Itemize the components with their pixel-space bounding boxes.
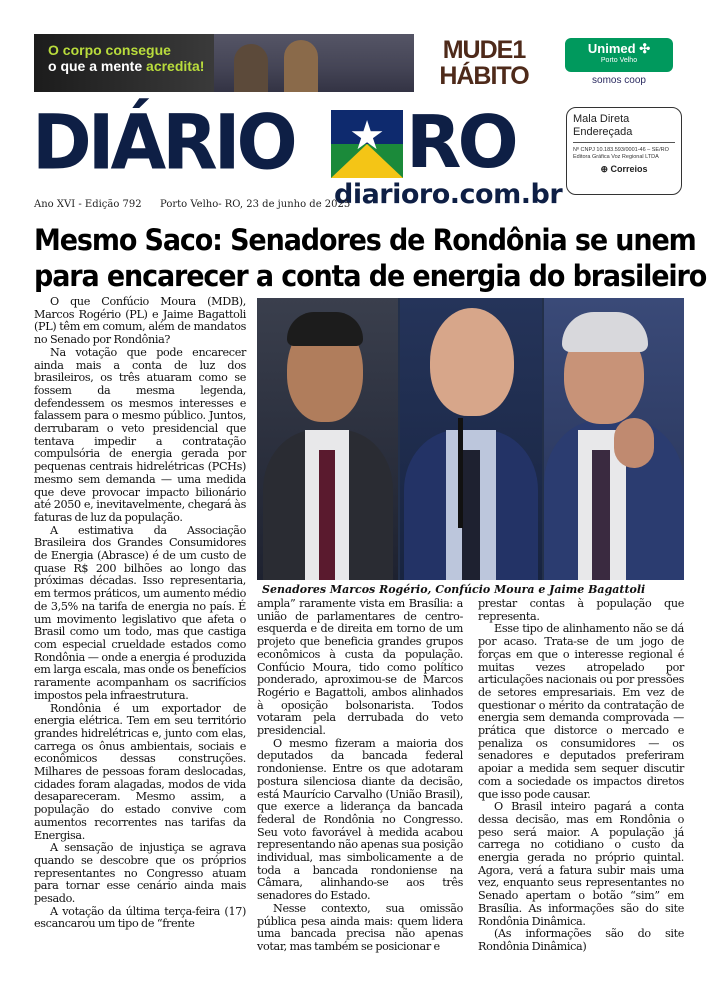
senators-photo bbox=[257, 298, 684, 580]
runner-figure bbox=[284, 40, 318, 92]
mala-editora: Editora Gráfica Voz Regional LTDA bbox=[573, 154, 659, 160]
mala-line1: Mala Direta bbox=[573, 113, 630, 125]
unimed-city: Porto Velho bbox=[600, 57, 638, 64]
banner-slogan-line2b: acredita! bbox=[146, 58, 205, 74]
headline bbox=[34, 222, 707, 294]
masthead-title-right: RO bbox=[406, 100, 515, 184]
hair bbox=[562, 312, 648, 352]
hand bbox=[614, 418, 654, 468]
face bbox=[430, 308, 514, 416]
mala-direta-stamp bbox=[566, 107, 682, 195]
banner-slogan-line1: O corpo consegue bbox=[48, 42, 171, 58]
paragraph: Rondônia é um exportador de energia elétrica. Tem em seu território grandes hidrelétricas e, junto com elas, carrega os ônus ambientais, sociais e econômicos dessas construções. Milhares de pessoas foram deslocadas, cidades foram alagadas, modos de vida desapareceram. Mesmo assim, a população do estado convive com aumentos recorrentes nas tarifas da Energisa. bbox=[34, 701, 246, 842]
somos-coop-text: somos coop bbox=[592, 75, 646, 86]
unimed-logo bbox=[554, 34, 684, 92]
banner-slogan bbox=[34, 34, 214, 92]
headline-line1: Mesmo Saco: Senadores de Rondônia se unem bbox=[34, 223, 696, 257]
mala-cnpj: Nº CNPJ 10.183.593/0001-46 – SE/RO bbox=[573, 147, 669, 153]
dateline: Porto Velho- RO, 23 de junho de 2025 bbox=[160, 199, 351, 210]
article-column-1 bbox=[34, 296, 246, 931]
star-icon: ★ bbox=[349, 113, 385, 159]
banner-runners-image bbox=[214, 34, 414, 92]
tie bbox=[462, 450, 480, 580]
edition-info: Ano XVI - Edição 792 bbox=[34, 199, 142, 210]
paragraph: Esse tipo de alinhamento não se dá por acaso. Trata-se de um jogo de forças em que o interesse regional é muitas vezes atropelado por articulações nacionais ou por pressões de setores empresariais. Em vez de questionar o mérito da contratação de energia sem demanda comprovada — prática que distorce o mercado e penaliza os consumidores — os senadores e deputados preferiram apoiar a medida sem sequer discutir com a sociedade os impactos diretos que isso pode causar. bbox=[478, 622, 684, 801]
paragraph: Nesse contexto, sua omissão pública pesa ainda mais: quem lidera uma bancada precisa não apenas votar, mas também se posicionar e bbox=[257, 901, 463, 953]
photo-caption: Senadores Marcos Rogério, Confúcio Moura e Jaime Bagattoli bbox=[262, 583, 646, 596]
tie bbox=[592, 450, 610, 580]
unimed-badge bbox=[565, 38, 673, 72]
paragraph: (As informações são do site Rondônia Dinâmica) bbox=[478, 927, 684, 953]
paragraph: O mesmo fizeram a maioria dos deputados da bancada federal rondoniense. Entre os que adotaram postura silenciosa diante da decisão, está Maurício Carvalho (União Brasil), que exerce a liderança da bancada federal de Rondônia no Congresso. Seu voto favorável à medida acabou representando não apenas sua posição individual, mas simbolicamente a de toda a bancada rondoniense na Câmara, alinhando-se aos três senadores do Estado. bbox=[257, 736, 463, 903]
paragraph: A sensação de injustiça se agrava quando se descobre que os próprios representantes no Congresso atuam para tornar esse cenário ainda mais pesado. bbox=[34, 841, 246, 906]
masthead-title-left: DIÁRIO bbox=[32, 97, 294, 187]
masthead-url[interactable]: diarioro.com.br bbox=[334, 179, 563, 210]
mude-line1: MUDE1 bbox=[442, 36, 526, 64]
paragraph: Na votação que pode encarecer ainda mais a conta de luz dos brasileiros, os três atuaram como se fossem da mesma legenda, defendessem os mesmos interesses e falassem para o mesmo público. Juntos, derrubaram o veto presidencial que tentava impedir a contratação compulsória de energia gerada por pequenas centrais hidrelétricas (PCHs) mesmo sem demanda — uma medida que deve provocar impacto bilionário até 2050 e, inevitavelmente, chegará às faturas de luz da população. bbox=[34, 345, 246, 524]
paragraph: A votação da última terça-feira (17) escancarou um tipo de “frente bbox=[34, 904, 246, 931]
unimed-name: Unimed ✣ bbox=[587, 41, 651, 56]
runner-figure bbox=[234, 44, 268, 92]
paragraph: ampla” raramente vista em Brasília: a união de parlamentares de centro-esquerda e de direita em torno de um projeto que beneficia grandes grupos econômicos à custa da população. Confúcio Moura, tido como político ponderado, aproximou-se de Marcos Rogério e Bagattoli, ambos alinhados à oposição bolsonarista. Todos votaram pela derrubada do veto presidencial. bbox=[257, 597, 463, 738]
correios-logo: ⊕ Correios bbox=[600, 164, 648, 174]
article-column-3 bbox=[478, 598, 684, 954]
photo-panel-marcos-rogerio bbox=[257, 298, 398, 580]
mude-habito-logo bbox=[414, 34, 554, 92]
mala-line2: Endereçada bbox=[573, 126, 675, 143]
paragraph: O que Confúcio Moura (MDB), Marcos Rogério (PL) e Jaime Bagattoli (PL) têm em comum, além de mandatos no Senado por Rondônia? bbox=[34, 295, 246, 347]
paragraph: A estimativa da Associação Brasileira dos Grandes Consumidores de Energia (Abrasce) é de um custo de quase R$ 200 bilhões ao longo das próximas décadas. Isso representaria, em termos práticos, um aumento médio de 3,5% na tarifa de energia no país. É um movimento legislativo que afeta o Brasil como um todo, mas que castiga com especial crueldade estados como Rondônia — onde a energia é produzida em larga escala, mas onde os benefícios raramente acompanham os sacrifícios impostos pela infraestrutura. bbox=[34, 523, 246, 702]
paragraph: prestar contas à população que representa. bbox=[478, 597, 684, 623]
top-banner-ad[interactable] bbox=[34, 34, 684, 92]
headline-line2: para encarecer a conta de energia do brasileiro bbox=[34, 259, 707, 293]
photo-panel-confucio-moura bbox=[400, 298, 542, 580]
rondonia-flag-icon bbox=[331, 110, 403, 178]
banner-slogan-line2 bbox=[48, 58, 214, 74]
microphone bbox=[458, 418, 463, 528]
paragraph: O Brasil inteiro pagará a conta dessa decisão, mas em Rondônia o peso será maior. A população já carrega no cotidiano o custo da energia gerada no próprio quintal. Agora, verá a fatura subir mais uma vez, enquanto seus representantes no Senado apertam o botão “sim” em Brasília. As informações são do site Rondônia Dinâmica. bbox=[478, 800, 684, 928]
photo-panel-jaime-bagattoli bbox=[544, 298, 684, 580]
banner-slogan-line2a: o que a mente bbox=[48, 58, 143, 74]
tie bbox=[319, 450, 335, 580]
article-column-2 bbox=[257, 598, 463, 954]
mude-line2: HÁBITO bbox=[439, 62, 529, 90]
hair bbox=[287, 312, 363, 346]
